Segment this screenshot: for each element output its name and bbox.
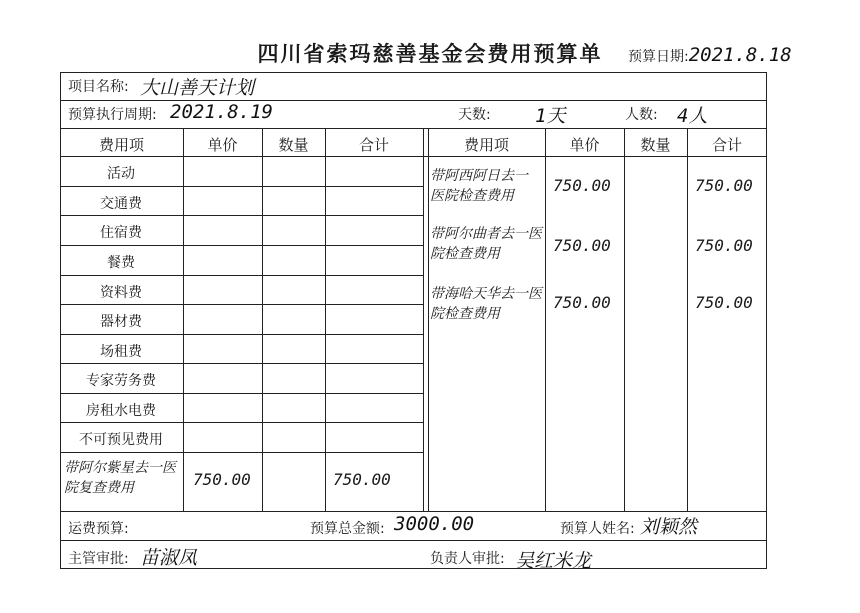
row-divider (60, 452, 423, 453)
col-divider (428, 128, 429, 511)
left-row-item: 交通费 (100, 196, 142, 212)
row-divider (60, 422, 423, 423)
total-amount-label: 预算总金额: (310, 521, 385, 537)
row-divider (60, 128, 767, 129)
right-row-item (430, 284, 542, 324)
row-divider (60, 156, 767, 157)
left-row-item: 场租费 (100, 344, 142, 360)
right-row-price: 750.00 (553, 293, 611, 312)
responsible-label: 负责人审批: (430, 551, 505, 567)
days-value: 1天 (535, 105, 566, 127)
left-row-item: 房租水电费 (86, 403, 156, 419)
left-header-total: 合计 (358, 136, 389, 154)
col-divider (624, 128, 625, 511)
right-header-total: 合计 (711, 136, 742, 154)
left-row-item: 不可预见费用 (79, 432, 163, 448)
freight-label: 运费预算: (68, 521, 129, 537)
right-row-item (430, 166, 528, 206)
col-divider (262, 128, 263, 511)
left-extra-item-line2: 院复查费用 (64, 480, 134, 496)
right-row-total: 750.00 (695, 236, 753, 255)
row-divider (60, 393, 423, 394)
left-header-item: 费用项 (98, 136, 144, 154)
col-divider (545, 128, 546, 511)
people-value: 4人 (677, 105, 708, 127)
row-divider (60, 186, 423, 187)
left-row-item: 餐费 (107, 255, 135, 271)
right-row-item (430, 224, 542, 264)
col-divider (423, 128, 424, 511)
period-value: 2021.8.19 (170, 101, 273, 123)
row-divider (60, 540, 767, 541)
period-label: 预算执行周期: (68, 107, 157, 123)
right-row-item-line2: 院检查费用 (430, 306, 500, 322)
right-row-item-line2: 医院检查费用 (430, 188, 514, 204)
left-row-item: 活动 (107, 166, 135, 182)
preparer-value: 刘颖然 (640, 516, 698, 538)
budget-date (628, 44, 792, 66)
days-label: 天数: (458, 107, 491, 123)
total-amount-value: 3000.00 (394, 513, 475, 535)
col-divider (183, 128, 184, 511)
form-title: 四川省索玛慈善基金会费用预算单 (257, 42, 603, 66)
left-row-item: 资料费 (100, 285, 142, 301)
left-row-item: 器材费 (100, 314, 142, 330)
col-divider (687, 128, 688, 511)
col-divider (325, 128, 326, 511)
row-divider (60, 215, 423, 216)
right-row-item-line2: 院检查费用 (430, 246, 500, 262)
right-header-price: 单价 (569, 136, 600, 154)
row-divider (60, 100, 767, 101)
right-row-total: 750.00 (695, 293, 753, 312)
responsible-signature: 吴红米龙 (515, 550, 592, 572)
left-row-item: 专家劳务费 (86, 373, 156, 389)
row-divider (60, 304, 423, 305)
left-extra-total: 750.00 (333, 470, 391, 489)
left-header-qty: 数量 (278, 136, 309, 154)
right-row-price: 750.00 (553, 176, 611, 195)
people-label: 人数: (625, 107, 658, 123)
left-header-price: 单价 (207, 136, 238, 154)
row-divider (60, 275, 423, 276)
right-row-item-line1: 带海哈天华去一医 (430, 286, 542, 302)
right-row-price: 750.00 (553, 236, 611, 255)
budget-date-value: 2021.8.18 (688, 44, 792, 66)
left-extra-price: 750.00 (193, 470, 251, 489)
row-divider (60, 245, 423, 246)
supervisor-label: 主管审批: (68, 551, 129, 567)
left-extra-item (64, 458, 176, 498)
left-row-item: 住宿费 (100, 225, 142, 241)
right-row-item-line1: 带阿西阿日去一 (430, 168, 528, 184)
budget-date-label: 预算日期: (628, 49, 689, 65)
left-extra-item-line1: 带阿尔紫星去一医 (64, 460, 176, 476)
supervisor-signature: 苗淑凤 (140, 547, 198, 569)
right-header-item: 费用项 (463, 136, 509, 154)
right-header-qty: 数量 (640, 136, 671, 154)
project-name-value: 大山善天计划 (140, 77, 255, 99)
right-row-total: 750.00 (695, 176, 753, 195)
project-name-label: 项目名称: (68, 79, 129, 95)
right-row-item-line1: 带阿尔曲者去一医 (430, 226, 542, 242)
preparer-label: 预算人姓名: (560, 521, 635, 537)
row-divider (60, 334, 423, 335)
row-divider (60, 363, 423, 364)
